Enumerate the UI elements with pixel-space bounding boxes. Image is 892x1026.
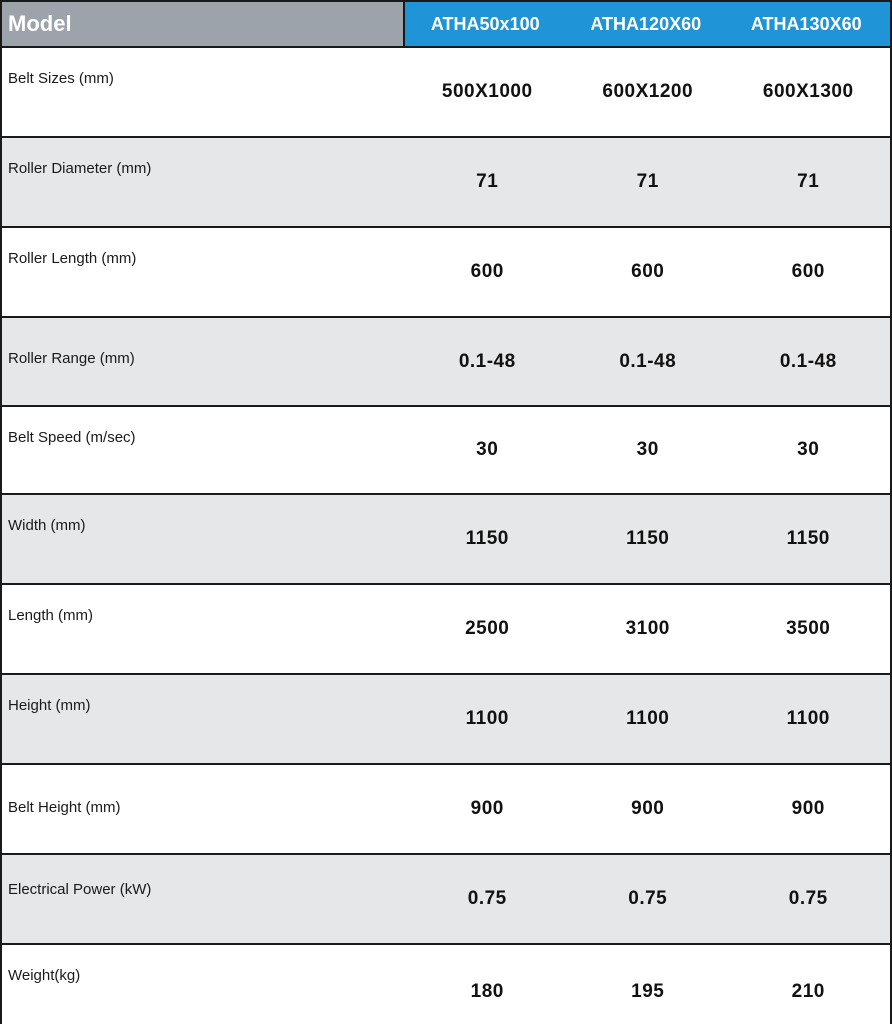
cell-value: 600 (470, 261, 504, 282)
model-column-1: ATHA50x100 (430, 13, 540, 34)
cell-value: 180 (470, 980, 504, 1002)
cell-value: 30 (476, 439, 499, 460)
row-label: Roller Diameter (mm) (8, 160, 152, 177)
cell-value: 210 (791, 980, 825, 1002)
cell-value: 30 (636, 439, 659, 460)
model-header-group (405, 2, 890, 46)
model-column-2: ATHA120X60 (590, 13, 702, 34)
table-row (2, 407, 890, 495)
cell-value: 0.1-48 (779, 350, 837, 372)
table-row (2, 228, 890, 318)
row-label: Roller Range (mm) (8, 350, 135, 367)
cell-value: 71 (476, 171, 499, 192)
cell-value: 0.1-48 (619, 350, 677, 372)
cell-value: 1100 (786, 708, 830, 729)
cell-value: 600 (791, 261, 825, 282)
table-header (2, 0, 890, 48)
table-row (2, 48, 890, 138)
cell-value: 1100 (626, 708, 670, 729)
row-label: Belt Sizes (mm) (8, 70, 114, 87)
row-label: Roller Length (mm) (8, 250, 137, 267)
cell-value: 71 (797, 171, 820, 192)
table-row (2, 138, 890, 228)
cell-value: 3500 (786, 618, 831, 639)
cell-value: 600 (631, 261, 665, 282)
cell-value: 2500 (465, 618, 510, 639)
table-row (2, 318, 890, 407)
cell-value: 1150 (786, 528, 830, 549)
row-label: Width (mm) (8, 517, 86, 534)
row-label: Length (mm) (8, 607, 94, 624)
row-label: Belt Height (mm) (8, 799, 121, 816)
cell-value: 1150 (626, 528, 670, 549)
cell-value: 600X1300 (762, 81, 854, 102)
cell-value: 0.75 (467, 888, 507, 909)
cell-value: 1100 (465, 708, 509, 729)
table-row (2, 495, 890, 585)
table-row (2, 585, 890, 675)
cell-value: 900 (631, 798, 665, 819)
model-header-label: Model (2, 2, 405, 46)
table-row (2, 855, 890, 945)
row-label: Belt Speed (m/sec) (8, 429, 136, 446)
cell-value: 1150 (465, 528, 509, 549)
row-label: Weight(kg) (8, 967, 81, 984)
table-row (2, 765, 890, 855)
model-column-3: ATHA130X60 (750, 13, 862, 34)
row-label: Height (mm) (8, 697, 91, 714)
cell-value: 600X1200 (602, 81, 694, 102)
cell-value: 195 (631, 980, 665, 1002)
cell-value: 500X1000 (441, 81, 533, 102)
table-row (2, 675, 890, 765)
cell-value: 0.1-48 (458, 350, 516, 372)
cell-value: 900 (791, 798, 825, 819)
row-label: Electrical Power (kW) (8, 881, 152, 898)
cell-value: 900 (470, 798, 504, 819)
table-body (2, 48, 890, 1026)
cell-value: 71 (636, 171, 659, 192)
cell-value: 0.75 (628, 888, 668, 909)
cell-value: 3100 (625, 618, 670, 639)
table-row (2, 945, 890, 1026)
cell-value: 30 (797, 439, 820, 460)
cell-value: 0.75 (788, 888, 828, 909)
